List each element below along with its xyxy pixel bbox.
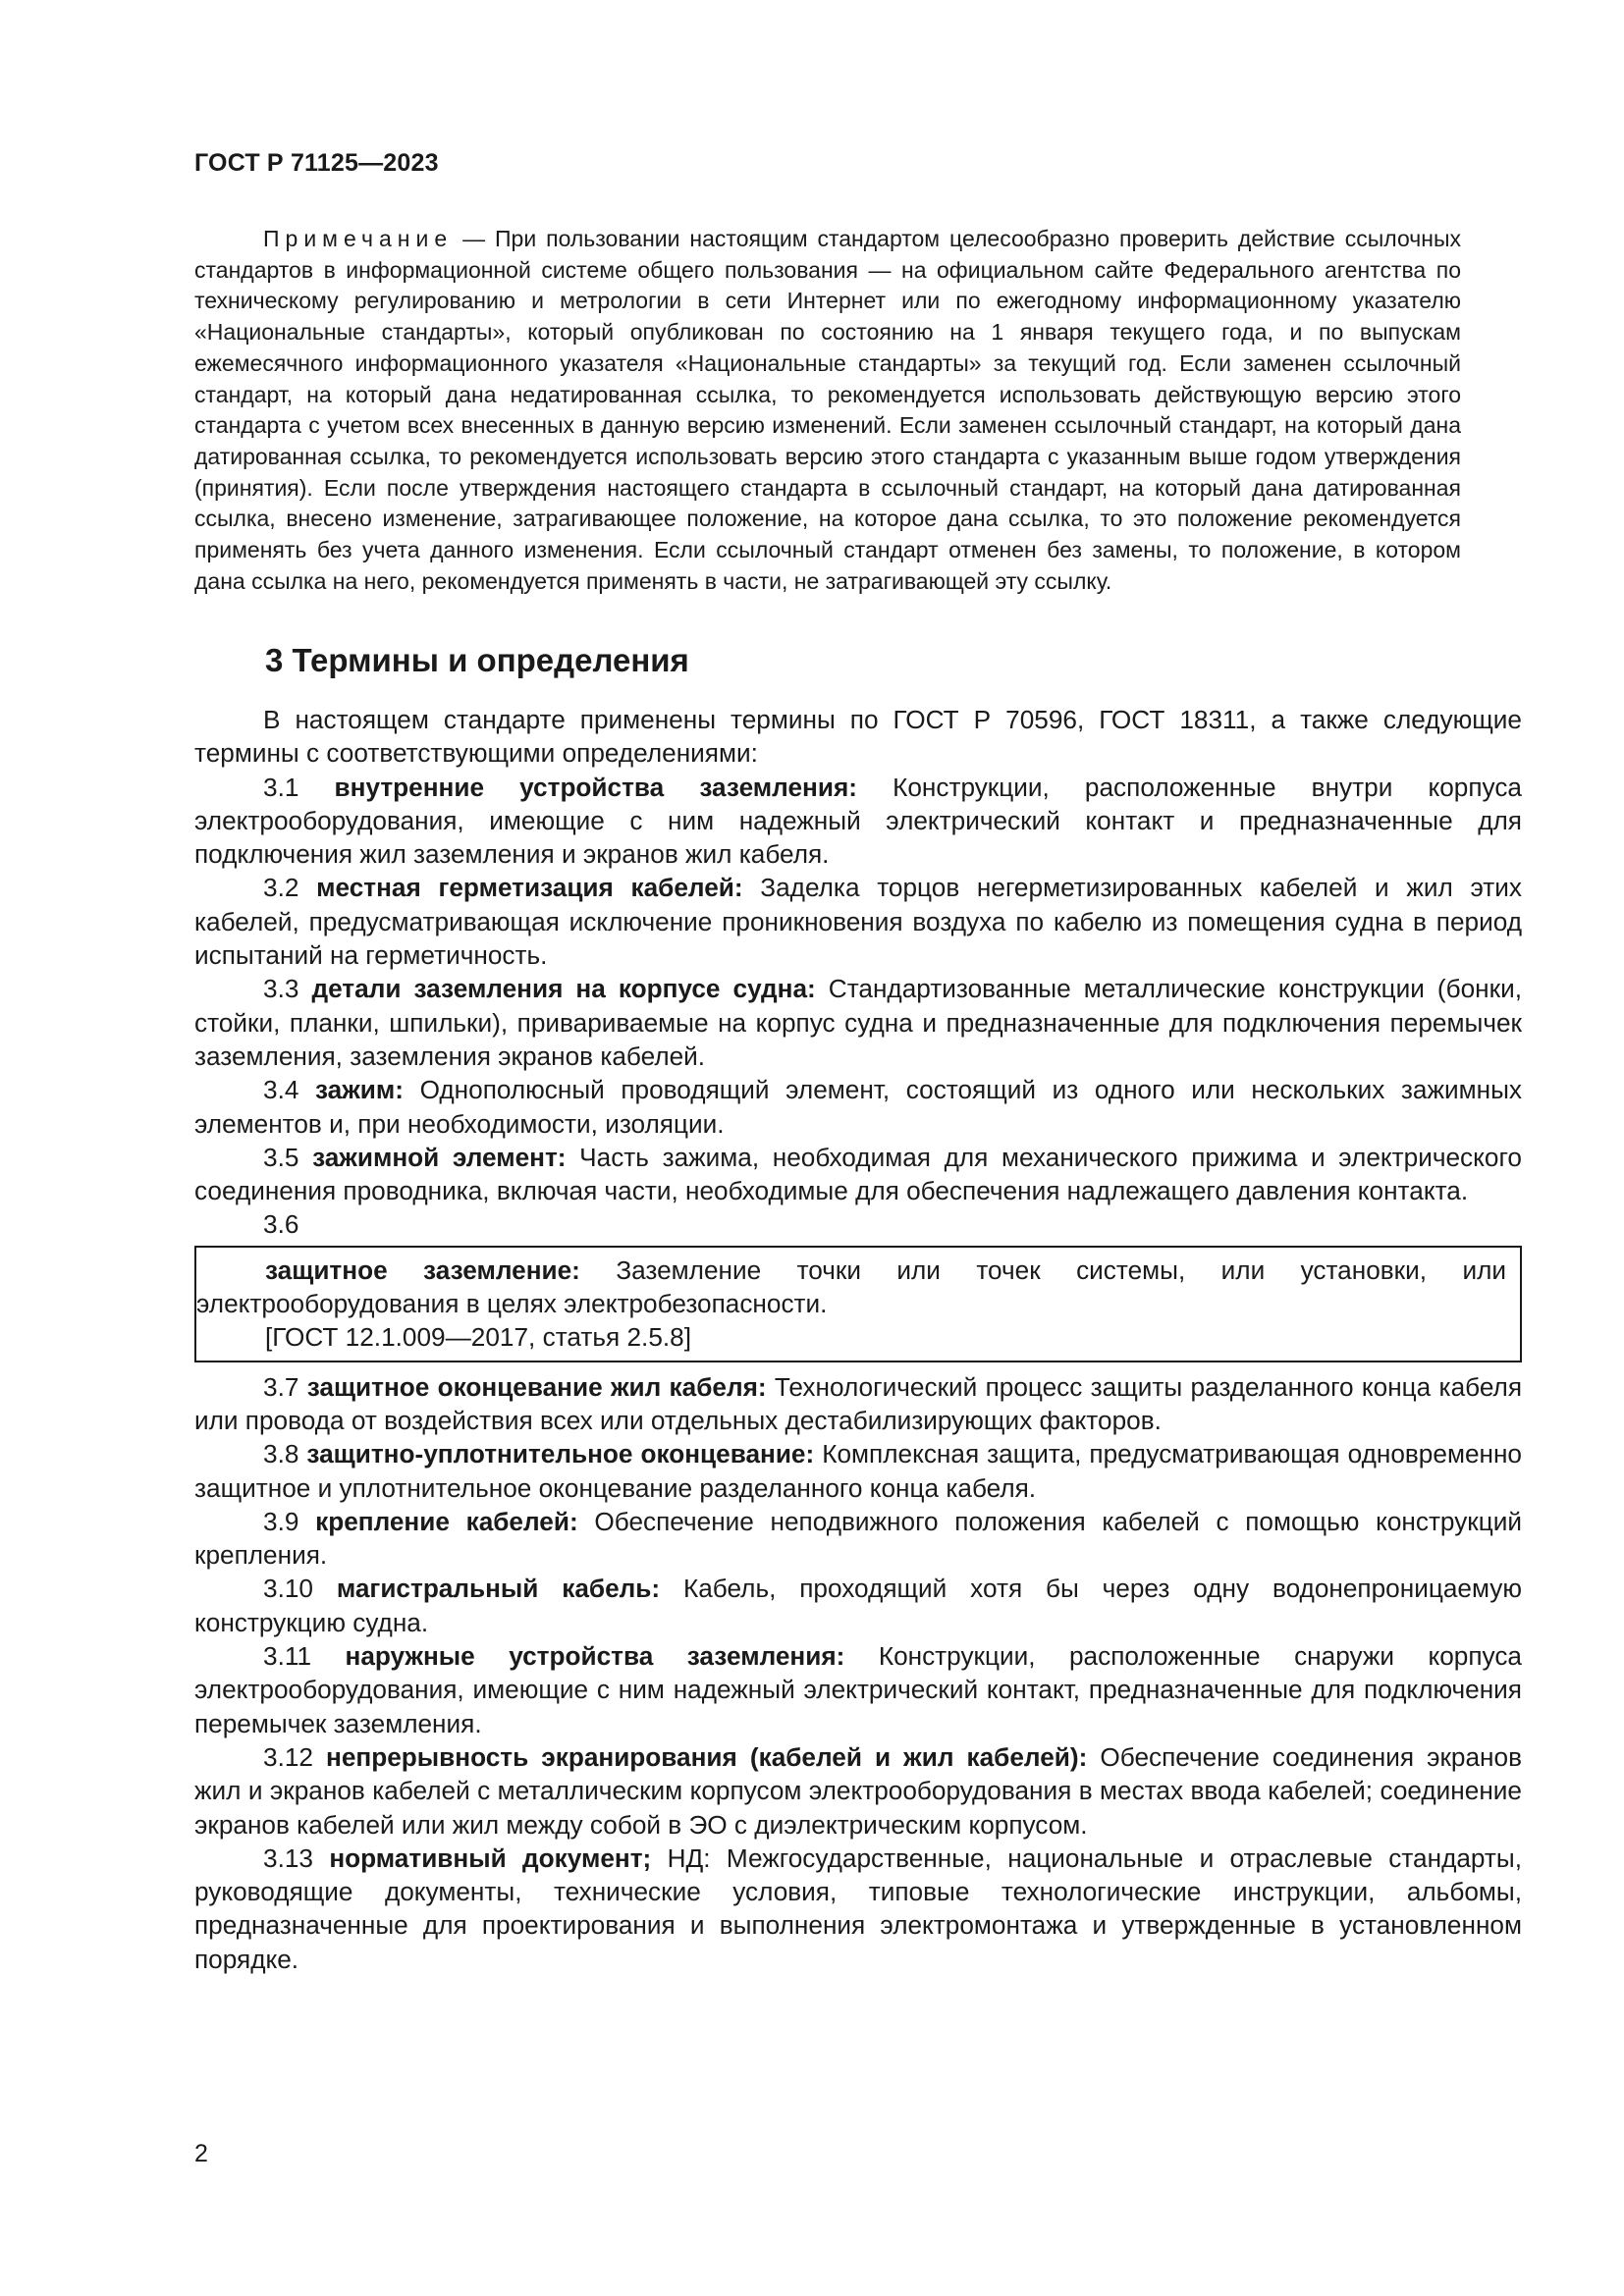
reference-note [194,224,1461,597]
term-citation: [ГОСТ 12.1.009—2017, статья 2.5.8] [265,1322,691,1353]
term-definition: Заделка торцов негерметизированных кабелей и жил этих кабелей, предусматривающая исключение проникновения воздуха по кабелю из помещения судна в период испытаний на герметичность. [194,873,1522,971]
term-definition: Стандартизованные металлические конструкции (бонки, стойки, планки, шпильки), привариваемые на корпус судна и предназначенные для подключения перемычек заземления, заземления экранов кабелей. [194,974,1522,1071]
term-definition: Комплексная защита, предусматривающая одновременно защитное и уплотнительное оконцевание разделанного конца кабеля. [194,1439,1522,1503]
term-name: местная герметизация кабелей: [316,873,743,903]
term-name: наружные устройства заземления: [345,1641,845,1672]
term-entry: 3.5 зажимной элемент: Часть зажима, необходимая для механического прижима и электрического соединения проводника, включая части, необходимые для обеспечения надлежащего давления контакта. [194,1142,1522,1206]
term-name: защитное оконцевание жил кабеля: [306,1371,767,1402]
term-definition: Часть зажима, необходимая для механического прижима и электрического соединения проводника, включая части, необходимые для обеспечения надлежащего давления контакта. [194,1142,1522,1206]
term-name: внутренние устройства заземления: [334,772,857,802]
term-name: защитно-уплотнительное оконцевание: [306,1439,815,1469]
term-definition: Конструкции, расположенные внутри корпуса электрооборудования, имеющие с ним надежный электрический контакт и предназначенные для подключения жил заземления и экранов жил кабеля. [194,772,1522,870]
intro-paragraph: В настоящем стандарте применены термины по ГОСТ Р 70596, ГОСТ 18311, а также следующие термины с соответствующими определениями: [194,705,1522,769]
term-entry: 3.13 нормативный документ; НД: Межгосударственные, национальные и отраслевые стандарты, руководящие документы, технические условия, типовые технологические инструкции, альбомы, предназначенные для проектирования и выполнения электромонтажа и утвержденные в установленном порядке. [194,1842,1522,1974]
term-definition: НД: Межгосударственные, национальные и отраслевые стандарты, руководящие документы, технические условия, типовые технологические инструкции, альбомы, предназначенные для проектирования и выполнения электромонтажа и утвержденные в установленном порядке. [194,1842,1522,1974]
boxed-term-number: 3.6 [263,1209,299,1240]
term-name: детали заземления на корпусе судна: [311,974,816,1004]
term-name: защитное заземление: [265,1255,580,1285]
section-title: 3 Термины и определения [265,642,689,678]
term-entry: 3.4 зажим: Однополюсный проводящий элемент, состоящий из одного или нескольких зажимных элементов и, при необходимости, изоляции. [194,1075,1523,1139]
term-entry [196,1254,1506,1321]
term-entry: 3.7 защитное оконцевание жил кабеля: Технологический процесс защиты разделанного конца кабеля или провода от воздействия всех или отдельных дестабилизирующих факторов. [194,1371,1523,1435]
terms-body [194,703,1522,1976]
document-code-header: ГОСТ Р 71125—2023 [194,149,439,177]
quoted-term-box [194,1246,1522,1362]
term-definition: Заземление точки или точек системы, или установки, или электрооборудования в целях электробезопасности. [196,1255,1506,1319]
note-text: При пользовании настоящим стандартом целесообразно проверить действие ссылочных стандартов в информационной системе общего пользования — на официальном сайте Федерального агентства по техническому регулированию и метрологии в сети Интернет или по ежегодному информационному указателю «Национальные стандарты», который опубликован по состоянию на 1 января текущего года, и по выпускам ежемесячного информационного указателя «Национальные стандарты» за текущий год. Если заменен ссылочный стандарт, на который дана недатированная ссылка, то рекомендуется использовать действующую версию этого стандарта с учетом всех внесенных в данную версию изменений. Если заменен ссылочный стандарт, на который дана датированная ссылка, то рекомендуется использовать версию этого стандарта с указанным выше годом утверждения (принятия). Если после утверждения настоящего стандарта в ссылочный стандарт, на который дана датированная ссылка, внесено изменение, затрагивающее положение, на которое дана ссылка, то это положение рекомендуется применять без учета данного изменения. Если ссылочный стандарт отменен без замены, то положение, в котором дана ссылка на него, рекомендуется применять в части, не затрагивающей эту ссылку. [194,226,1461,594]
term-name: зажим: [315,1075,404,1105]
term-definition: Конструкции, расположенные снаружи корпуса электрооборудования, имеющие с ним надежный электрический контакт, предназначенные для подключения перемычек заземления. [194,1641,1522,1738]
term-entry: 3.12 непрерывность экранирования (кабелей и жил кабелей): Обеспечение соединения экранов жил и экранов кабелей с металлическим корпусом электрооборудования в местах ввода кабелей; соединение экранов кабелей или жил между собой в ЭО с диэлектрическим корпусом. [194,1741,1522,1840]
term-entry: 3.8 защитно-уплотнительное оконцевание: Комплексная защита, предусматривающая одновременно защитное и уплотнительное оконцевание разделанного конца кабеля. [194,1439,1522,1503]
term-definition: Обеспечение соединения экранов жил и экранов кабелей с металлическим корпусом электрооборудования в местах ввода кабелей; соединение экранов кабелей или жил между собой в ЭО с диэлектрическим корпусом. [194,1741,1522,1840]
term-definition: Однополюсный проводящий элемент, состоящий из одного или нескольких зажимных элементов и, при необходимости, изоляции. [194,1075,1523,1139]
term-entry: 3.9 крепление кабелей: Обеспечение неподвижного положения кабелей с помощью конструкций крепления. [194,1506,1523,1571]
page-number: 2 [194,2140,208,2167]
term-definition: Обеспечение неподвижного положения кабелей с помощью конструкций крепления. [194,1506,1523,1571]
term-entry: 3.3 детали заземления на корпусе судна: Стандартизованные металлические конструкции (бонки, стойки, планки, шпильки), привариваемые на корпус судна и предназначенные для подключения перемычек заземления, заземления экранов кабелей. [194,974,1522,1071]
term-name: магистральный кабель: [336,1574,661,1604]
term-definition: Кабель, проходящий хотя бы через одну водонепроницаемую конструкцию судна. [194,1574,1522,1637]
term-name: непрерывность экранирования (кабелей и жил кабелей): [326,1741,1088,1772]
term-entry: 3.2 местная герметизация кабелей: Заделка торцов негерметизированных кабелей и жил этих кабелей, предусматривающая исключение проникновения воздуха по кабелю из помещения судна в период испытаний на герметичность. [194,873,1522,971]
term-name: зажимной элемент: [312,1142,567,1172]
term-entry: 3.1 внутренние устройства заземления: Конструкции, расположенные внутри корпуса электрооборудования, имеющие с ним надежный электрический контакт и предназначенные для подключения жил заземления и экранов жил кабеля. [194,772,1522,870]
note-dash: — [453,226,496,251]
term-entry: 3.10 магистральный кабель: Кабель, проходящий хотя бы через одну водонепроницаемую конструкцию судна. [194,1574,1522,1637]
term-definition: Технологический процесс защиты разделанного конца кабеля или провода от воздействия всех или отдельных дестабилизирующих факторов. [194,1371,1523,1435]
term-entry: 3.11 наружные устройства заземления: Конструкции, расположенные снаружи корпуса электрооборудования, имеющие с ним надежный электрический контакт, предназначенные для подключения перемычек заземления. [194,1641,1522,1738]
note-label: Примечание [263,226,454,251]
term-name: нормативный документ; [329,1842,652,1873]
term-name: крепление кабелей: [315,1506,578,1536]
